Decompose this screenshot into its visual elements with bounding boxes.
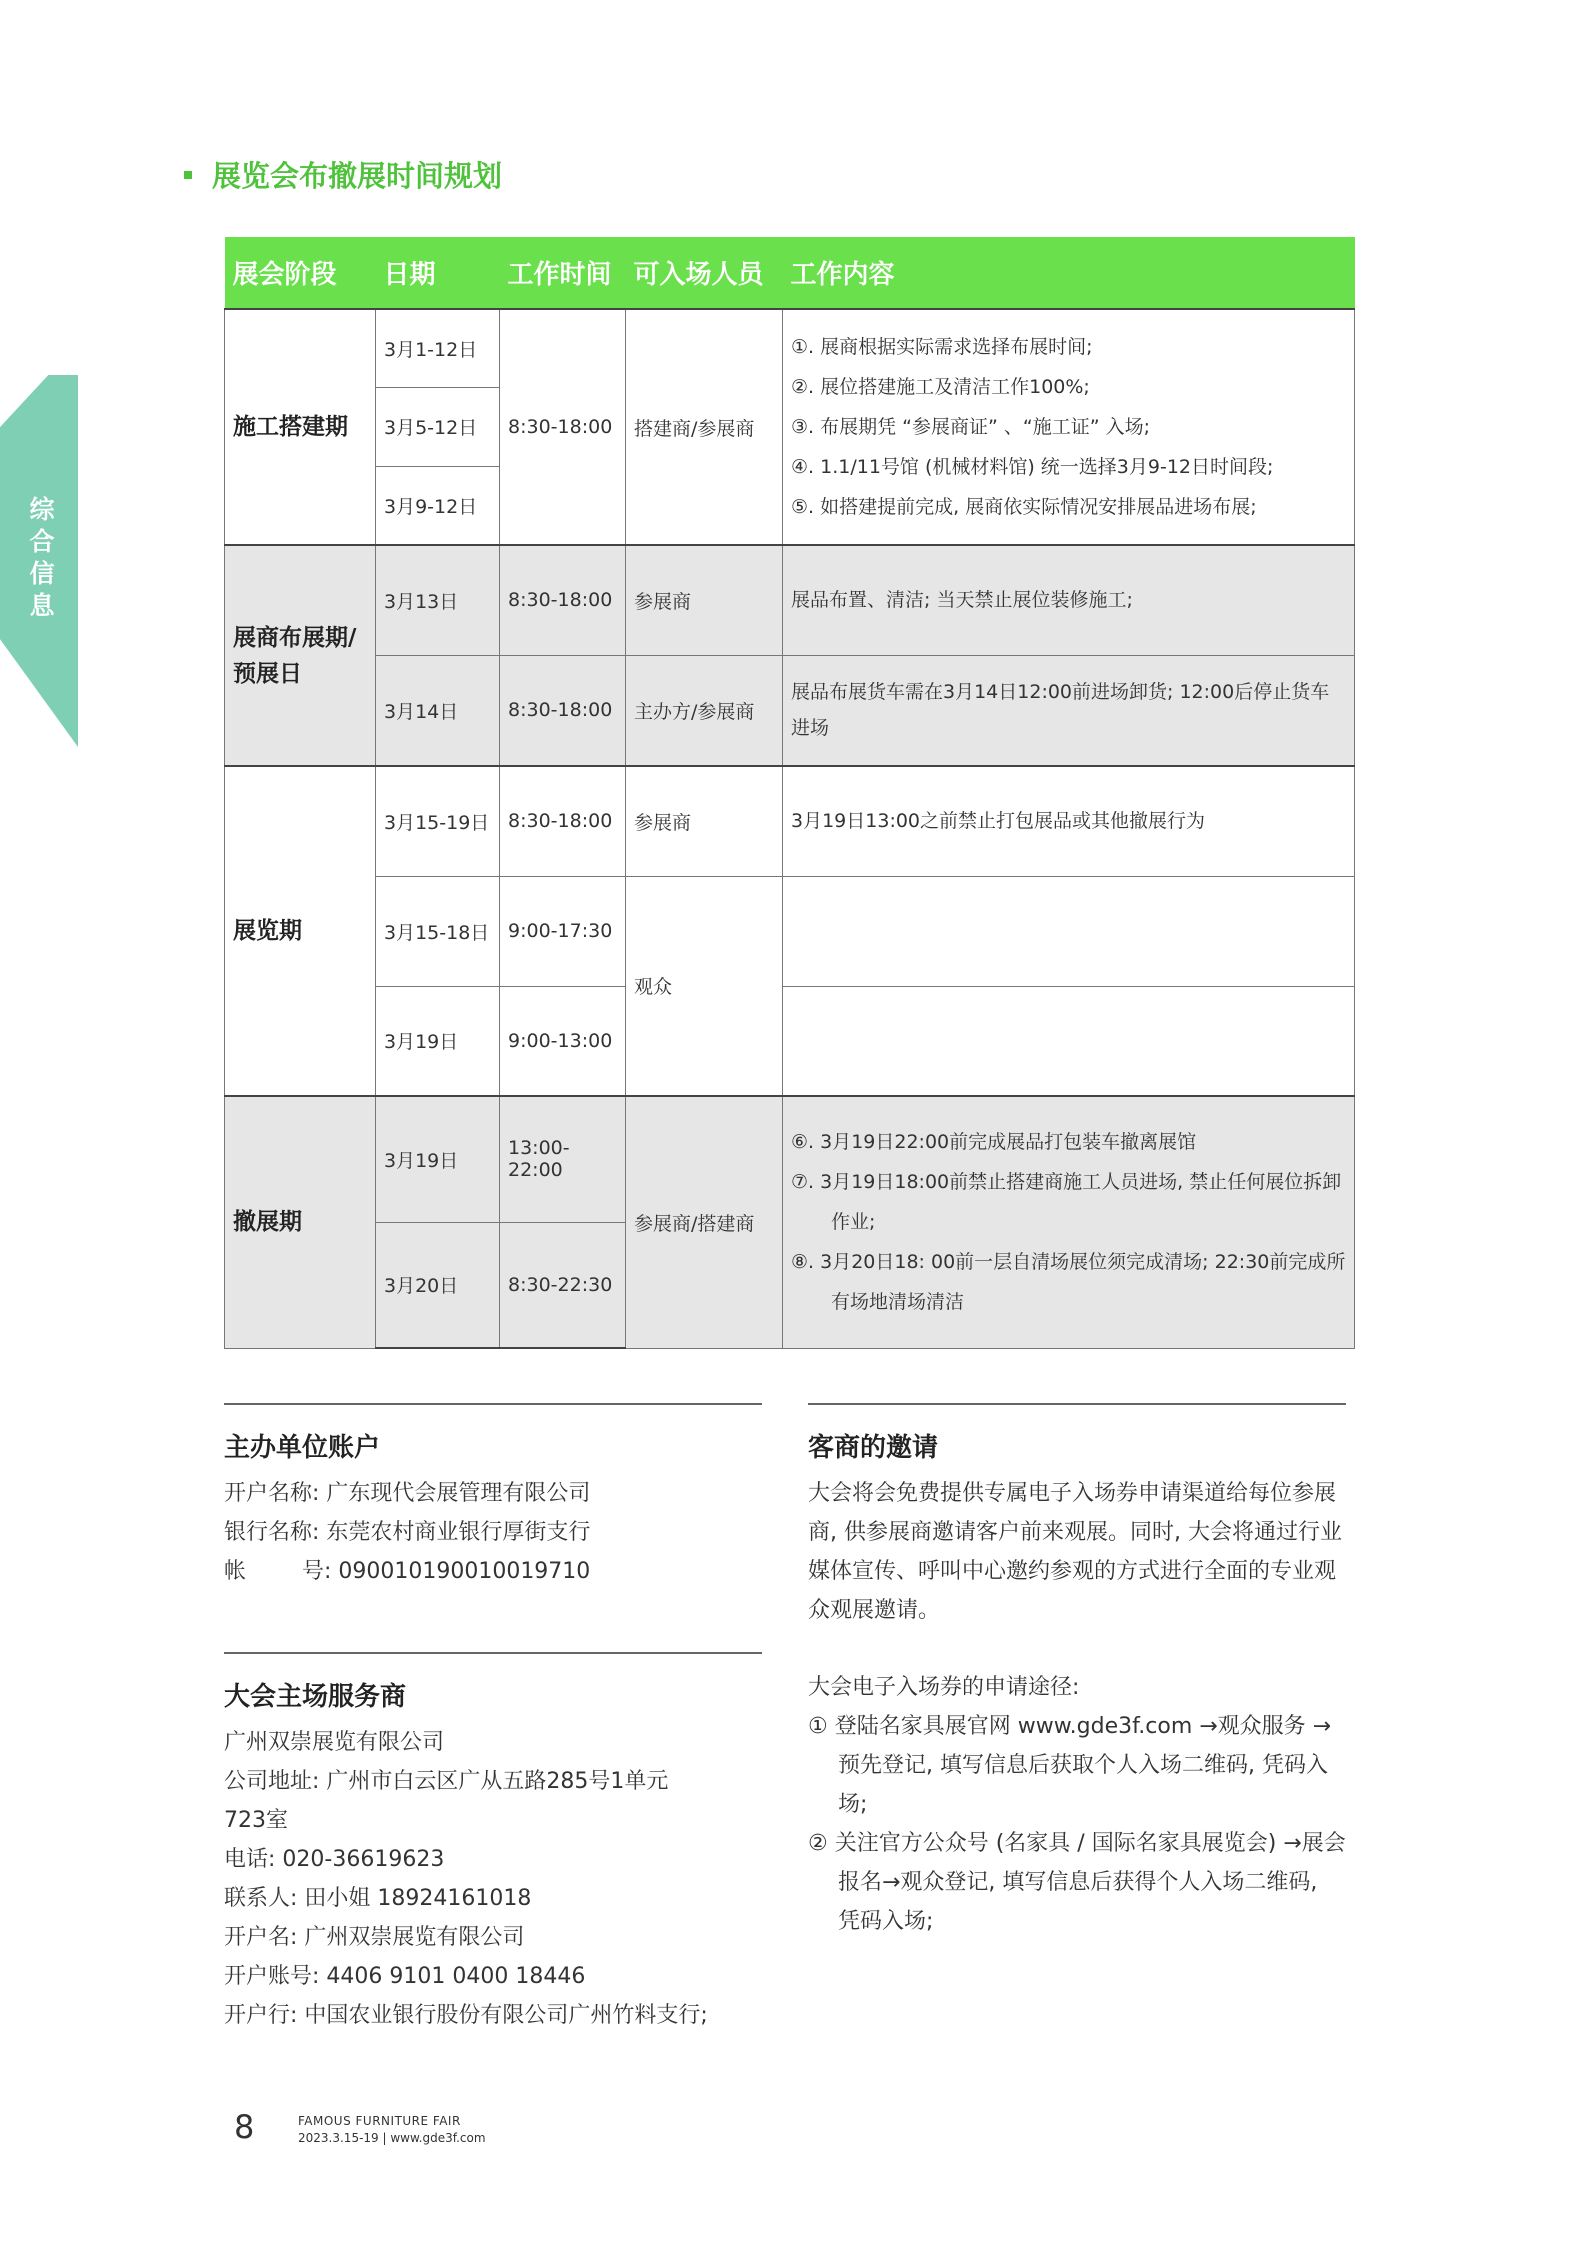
- content-line: ③. 布展期凭 “参展商证” 、“施工证” 入场;: [791, 416, 1151, 438]
- header-date: 日期: [376, 237, 500, 309]
- people-cell: 参展商: [626, 545, 783, 655]
- header-time: 工作时间: [500, 237, 626, 309]
- service-line: 公司地址: 广州市白云区广从五路285号1单元: [224, 1769, 669, 1794]
- header-content: 工作内容: [783, 237, 1355, 309]
- people-cell: 参展商/搭建商: [626, 1096, 783, 1348]
- people-cell: 观众: [626, 876, 783, 1096]
- time-cell: 8:30-22:30: [500, 1222, 626, 1348]
- time-cell: 9:00-13:00: [500, 986, 626, 1096]
- table-row: [225, 1096, 1355, 1222]
- date-cell: 3月19日: [376, 1096, 500, 1222]
- date-cell: 3月13日: [376, 545, 500, 655]
- date-cell: 3月9-12日: [376, 466, 500, 545]
- time-cell: 9:00-17:30: [500, 876, 626, 986]
- content-line: ⑤. 如搭建提前完成, 展商依实际情况安排展品进场布展;: [791, 496, 1257, 518]
- date-cell: 3月15-19日: [376, 766, 500, 876]
- content-line: ⑧. 3月20日18: 00前一层自清场展位须完成清场; 22:30前完成所有场地清场清洁: [791, 1251, 1346, 1314]
- section-title-text: 展览会布撤展时间规划: [212, 159, 503, 193]
- content-line: ⑦. 3月19日18:00前禁止搭建商施工人员进场, 禁止任何展位拆卸作业;: [791, 1171, 1342, 1234]
- date-cell: 3月5-12日: [376, 387, 500, 466]
- date-cell: 3月20日: [376, 1222, 500, 1348]
- date-cell: 3月1-12日: [376, 309, 500, 387]
- stage-cell: 施工搭建期: [225, 309, 376, 545]
- service-line: 联系人: 田小姐 18924161018: [224, 1886, 532, 1911]
- section-title: [184, 154, 502, 195]
- stage-cell: 展览期: [225, 766, 376, 1096]
- account-line: 开户名称: 广东现代会展管理有限公司: [224, 1481, 591, 1506]
- content-line: ②. 展位搭建施工及清洁工作100%;: [791, 376, 1090, 398]
- account-section: [224, 1403, 762, 1591]
- account-line: 银行名称: 东莞农村商业银行厚街支行: [224, 1520, 591, 1545]
- bullet-icon: [184, 171, 192, 179]
- time-cell: 13:00-22:00: [500, 1096, 626, 1222]
- invite-section: [808, 1403, 1346, 1941]
- account-line: 帐 号: 090010190010019710: [224, 1559, 591, 1584]
- stage-cell: 撤展期: [225, 1096, 376, 1348]
- time-cell: 8:30-18:00: [500, 309, 626, 545]
- date-cell: 3月15-18日: [376, 876, 500, 986]
- service-line: 广州双崇展览有限公司: [224, 1730, 445, 1755]
- time-cell: 8:30-18:00: [500, 655, 626, 766]
- content-cell: 展品布展货车需在3月14日12:00前进场卸货; 12:00后停止货车进场: [783, 655, 1355, 766]
- invite-paragraph: 大会将会免费提供专属电子入场券申请渠道给每位参展商, 供参展商邀请客户前来观展。同时, 大会将通过行业媒体宣传、呼叫中心邀约参观的方式进行全面的专业观众观展邀请。: [808, 1481, 1342, 1623]
- header-stage: 展会阶段: [225, 237, 376, 309]
- service-title: 大会主场服务商: [224, 1682, 407, 1712]
- content-cell: [783, 309, 1355, 545]
- people-cell: 参展商: [626, 766, 783, 876]
- service-line: 开户账号: 4406 9101 0400 18446: [224, 1964, 586, 1989]
- content-cell: 展品布置、清洁; 当天禁止展位装修施工;: [783, 545, 1355, 655]
- service-line: 电话: 020-36619623: [224, 1847, 445, 1872]
- content-line: ①. 展商根据实际需求选择布展时间;: [791, 336, 1093, 358]
- content-line: ⑥. 3月19日22:00前完成展品打包装车撤离展馆: [791, 1131, 1197, 1154]
- date-cell: 3月14日: [376, 655, 500, 766]
- content-cell: [783, 986, 1355, 1096]
- invite-title: 客商的邀请: [808, 1433, 939, 1463]
- people-cell: 主办方/参展商: [626, 655, 783, 766]
- date-cell: 3月19日: [376, 986, 500, 1096]
- table-row: [225, 766, 1355, 876]
- content-line: ④. 1.1/11号馆 (机械材料馆) 统一选择3月9-12日时间段;: [791, 456, 1274, 478]
- schedule-table: [224, 237, 1354, 1349]
- page-number: 8: [234, 2108, 255, 2146]
- people-cell: 搭建商/参展商: [626, 309, 783, 545]
- content-cell: [783, 1096, 1355, 1348]
- divider: [224, 1403, 762, 1405]
- invite-way: ① 登陆名家具展官网 www.gde3f.com →观众服务 →预先登记, 填写信息后获取个人入场二维码, 凭码入场;: [808, 1714, 1332, 1817]
- footer-fair-name: FAMOUS FURNITURE FAIR: [298, 2114, 461, 2128]
- time-cell: 8:30-18:00: [500, 545, 626, 655]
- table-row: [225, 309, 1355, 387]
- service-line: 723室: [224, 1808, 288, 1833]
- invite-way: ② 关注官方公众号 (名家具 / 国际名家具展览会) →展会报名→观众登记, 填写信息后获得个人入场二维码, 凭码入场;: [808, 1831, 1346, 1934]
- service-line: 开户名: 广州双崇展览有限公司: [224, 1925, 525, 1950]
- table-row: [225, 876, 1355, 986]
- divider: [224, 1652, 762, 1654]
- content-cell: [783, 876, 1355, 986]
- footer-date-url: 2023.3.15-19 | www.gde3f.com: [298, 2131, 486, 2145]
- service-line: 开户行: 中国农业银行股份有限公司广州竹料支行;: [224, 2003, 708, 2028]
- header-people: 可入场人员: [626, 237, 783, 309]
- service-section: [224, 1652, 762, 2035]
- invite-ways-title: 大会电子入场券的申请途径:: [808, 1675, 1080, 1700]
- divider: [808, 1403, 1346, 1405]
- stage-cell: 展商布展期/预展日: [225, 545, 376, 766]
- table-row: [225, 545, 1355, 655]
- time-cell: 8:30-18:00: [500, 766, 626, 876]
- side-tab-label: 综合信息: [29, 495, 55, 620]
- table-row: [225, 986, 1355, 1096]
- account-title: 主办单位账户: [224, 1433, 381, 1463]
- content-cell: 3月19日13:00之前禁止打包展品或其他撤展行为: [783, 766, 1355, 876]
- table-row: [225, 655, 1355, 766]
- table-header-row: [225, 237, 1355, 309]
